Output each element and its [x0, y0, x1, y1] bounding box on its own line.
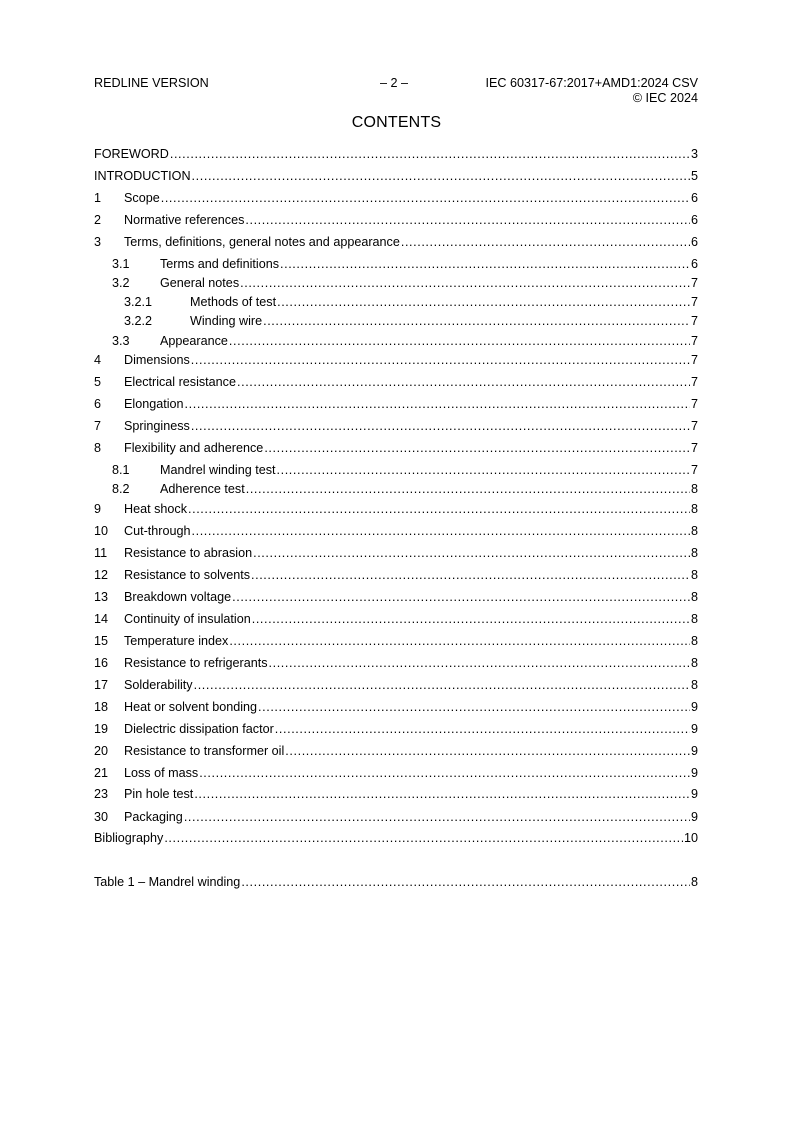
toc-dot-leader	[401, 234, 690, 250]
toc-entry[interactable]	[94, 501, 698, 517]
toc-entry-title: Adherence test	[160, 482, 245, 496]
toc-entry-number: 17	[94, 678, 109, 692]
header-standard-id	[486, 76, 698, 105]
toc-dot-leader	[170, 146, 690, 162]
toc-entry[interactable]	[94, 809, 698, 825]
toc-entry-page: 8	[690, 612, 698, 626]
toc-dot-leader	[258, 699, 690, 715]
toc-entry-page: 6	[690, 191, 698, 205]
toc-dot-leader	[241, 874, 690, 890]
toc-entry-title: Electrical resistance	[124, 375, 236, 389]
toc-entry-page: 7	[690, 441, 698, 455]
toc-entry[interactable]	[94, 212, 698, 228]
toc-entry-title: Cut-through	[124, 524, 191, 538]
toc-entry-title: Heat shock	[124, 502, 187, 516]
toc-dot-leader	[194, 786, 690, 802]
toc-entry-page: 5	[690, 169, 698, 183]
toc-entry[interactable]	[94, 699, 698, 715]
toc-entry[interactable]	[94, 352, 698, 368]
toc-dot-leader	[191, 352, 690, 368]
toc-entry[interactable]	[94, 374, 698, 390]
toc-entry-number: 15	[94, 634, 109, 648]
toc-entry[interactable]	[94, 396, 698, 412]
toc-entry-page: 8	[690, 482, 698, 496]
toc-dot-leader	[185, 396, 690, 412]
toc-entry-number: 10	[94, 524, 109, 538]
toc-entry[interactable]	[94, 545, 698, 561]
toc-entry-page: 6	[690, 213, 698, 227]
toc-dot-leader	[229, 333, 690, 349]
toc-entry[interactable]	[94, 418, 698, 434]
toc-entry-number: 23	[94, 787, 109, 801]
toc-entry[interactable]	[94, 786, 698, 802]
toc-entry-page: 9	[690, 810, 698, 824]
toc-entry-number: 3.2	[112, 276, 130, 290]
toc-entry-title: INTRODUCTION	[94, 169, 191, 183]
toc-entry-page: 9	[690, 722, 698, 736]
table-list-entry[interactable]	[94, 874, 698, 890]
toc-dot-leader	[245, 212, 690, 228]
toc-entry-title: General notes	[160, 276, 240, 290]
toc-entry-number: 7	[94, 419, 102, 433]
toc-entry-title: Breakdown voltage	[124, 590, 232, 604]
toc-entry-page: 7	[690, 295, 698, 309]
contents-title: CONTENTS	[351, 114, 442, 131]
toc-entry-page: 7	[690, 463, 698, 477]
toc-entry-page: 7	[690, 334, 698, 348]
toc-dot-leader	[237, 374, 690, 390]
toc-dot-leader	[280, 256, 690, 272]
toc-entry-title: Appearance	[160, 334, 228, 348]
toc-dot-leader	[252, 611, 690, 627]
table-list-title: Table 1 – Mandrel winding	[94, 875, 241, 889]
header-page-number: – 2 –	[380, 76, 409, 90]
toc-entry-number: 8	[94, 441, 102, 455]
toc-entry-title: Springiness	[124, 419, 190, 433]
toc-entry[interactable]	[124, 313, 698, 329]
toc-entry-page: 8	[690, 634, 698, 648]
toc-entry-title: Flexibility and adherence	[124, 441, 264, 455]
toc-dot-leader	[232, 589, 690, 605]
toc-entry-number: 20	[94, 744, 109, 758]
toc-entry-number: 3.3	[112, 334, 130, 348]
toc-entry-number: 3	[94, 235, 102, 249]
toc-entry[interactable]	[94, 589, 698, 605]
toc-entry-page: 9	[690, 744, 698, 758]
header-copyright: © IEC 2024	[632, 90, 698, 105]
toc-dot-leader	[277, 294, 690, 310]
toc-entry-number: 13	[94, 590, 109, 604]
toc-entry-page: 8	[690, 678, 698, 692]
toc-entry[interactable]	[94, 633, 698, 649]
toc-dot-leader	[161, 190, 690, 206]
toc-entry-title: Resistance to transformer oil	[124, 744, 285, 758]
toc-dot-leader	[246, 481, 690, 497]
toc-entry-page: 9	[690, 787, 698, 801]
toc-dot-leader	[229, 633, 690, 649]
toc-entry[interactable]	[94, 743, 698, 759]
toc-entry-title: Dielectric dissipation factor	[124, 722, 274, 736]
toc-entry[interactable]	[94, 190, 698, 206]
toc-entry-page: 9	[690, 700, 698, 714]
toc-entry-number: 8.2	[112, 482, 130, 496]
toc-dot-leader	[251, 567, 690, 583]
table-list-page: 8	[690, 875, 698, 889]
toc-entry-number: 1	[94, 191, 102, 205]
toc-entry[interactable]	[94, 765, 698, 781]
toc-dot-leader	[194, 677, 690, 693]
toc-entry-number: 21	[94, 766, 109, 780]
toc-entry-page: 10	[683, 831, 698, 845]
toc-dot-leader	[191, 418, 690, 434]
toc-entry-title: Heat or solvent bonding	[124, 700, 258, 714]
toc-entry-title: Winding wire	[190, 314, 263, 328]
toc-entry[interactable]	[112, 275, 698, 291]
toc-entry-page: 6	[690, 257, 698, 271]
toc-entry-number: 18	[94, 700, 109, 714]
toc-entry-number: 9	[94, 502, 102, 516]
header-version-label: REDLINE VERSION	[94, 76, 209, 90]
toc-entry-page: 8	[690, 546, 698, 560]
toc-entry-number: 2	[94, 213, 102, 227]
toc-entry-page: 3	[690, 147, 698, 161]
toc-dot-leader	[253, 545, 690, 561]
toc-entry-title: Elongation	[124, 397, 184, 411]
toc-dot-leader	[192, 523, 690, 539]
toc-entry-title: Resistance to abrasion	[124, 546, 253, 560]
toc-entry-page: 7	[690, 419, 698, 433]
toc-entry[interactable]	[124, 294, 698, 310]
toc-entry-page: 7	[690, 314, 698, 328]
toc-entry-page: 8	[690, 590, 698, 604]
toc-entry[interactable]	[94, 721, 698, 737]
toc-entry[interactable]	[94, 655, 698, 671]
toc-entry[interactable]	[112, 481, 698, 497]
toc-entry-title: Solderability	[124, 678, 193, 692]
toc-dot-leader	[240, 275, 690, 291]
toc-entry-title: Loss of mass	[124, 766, 199, 780]
toc-entry[interactable]	[94, 611, 698, 627]
toc-entry[interactable]	[94, 567, 698, 583]
toc-entry-number: 3.2.2	[124, 314, 153, 328]
toc-entry-title: Scope	[124, 191, 160, 205]
toc-entry-page: 8	[690, 524, 698, 538]
toc-entry-title: FOREWORD	[94, 147, 169, 161]
toc-entry-title: Packaging	[124, 810, 183, 824]
toc-entry-page: 6	[690, 235, 698, 249]
toc-dot-leader	[264, 440, 690, 456]
toc-entry[interactable]	[94, 523, 698, 539]
toc-dot-leader	[285, 743, 690, 759]
toc-entry-number: 6	[94, 397, 102, 411]
toc-entry-title: Pin hole test	[124, 787, 194, 801]
toc-entry-number: 8.1	[112, 463, 130, 477]
toc-entry-title: Temperature index	[124, 634, 229, 648]
toc-entry-title: Resistance to solvents	[124, 568, 250, 582]
toc-entry-page: 9	[690, 766, 698, 780]
toc-entry-title: Dimensions	[124, 353, 190, 367]
toc-entry-title: Methods of test	[190, 295, 277, 309]
toc-dot-leader	[275, 721, 690, 737]
toc-dot-leader	[188, 501, 690, 517]
toc-entry-number: 11	[94, 546, 108, 560]
toc-entry-number: 5	[94, 375, 102, 389]
toc-entry-page: 7	[690, 276, 698, 290]
toc-entry-number: 3.1	[112, 257, 130, 271]
toc-entry-page: 7	[690, 375, 698, 389]
toc-entry-title: Continuity of insulation	[124, 612, 251, 626]
toc-entry-number: 16	[94, 656, 109, 670]
toc-dot-leader	[263, 313, 690, 329]
toc-entry[interactable]	[112, 333, 698, 349]
toc-dot-leader	[184, 809, 690, 825]
toc-entry-number: 14	[94, 612, 109, 626]
toc-dot-leader	[199, 765, 690, 781]
toc-entry-number: 12	[94, 568, 109, 582]
toc-dot-leader	[192, 168, 690, 184]
toc-entry-title: Terms, definitions, general notes and appearance	[124, 235, 400, 249]
toc-dot-leader	[269, 655, 690, 671]
toc-dot-leader	[164, 830, 683, 846]
toc-entry[interactable]	[94, 677, 698, 693]
toc-entry-title: Resistance to refrigerants	[124, 656, 268, 670]
toc-entry-number: 19	[94, 722, 109, 736]
toc-entry[interactable]	[94, 830, 698, 846]
toc-entry-page: 7	[690, 353, 698, 367]
header-standard-number: IEC 60317-67:2017+AMD1:2024 CSV	[485, 76, 698, 90]
toc-entry-number: 3.2.1	[124, 295, 153, 309]
toc-entry[interactable]	[94, 234, 698, 250]
toc-entry-title: Bibliography	[94, 831, 164, 845]
toc-entry-page: 7	[690, 397, 698, 411]
toc-entry-page: 8	[690, 656, 698, 670]
toc-entry-title: Normative references	[124, 213, 245, 227]
toc-entry-page: 8	[690, 502, 698, 516]
toc-entry-number: 4	[94, 353, 102, 367]
toc-entry-number: 30	[94, 810, 109, 824]
toc-entry[interactable]	[94, 168, 698, 184]
toc-entry-title: Terms and definitions	[160, 257, 280, 271]
toc-dot-leader	[277, 462, 690, 478]
toc-entry[interactable]	[94, 146, 698, 162]
toc-entry[interactable]	[112, 256, 698, 272]
toc-entry[interactable]	[112, 462, 698, 478]
toc-entry-title: Mandrel winding test	[160, 463, 276, 477]
toc-entry[interactable]	[94, 440, 698, 456]
toc-entry-page: 8	[690, 568, 698, 582]
